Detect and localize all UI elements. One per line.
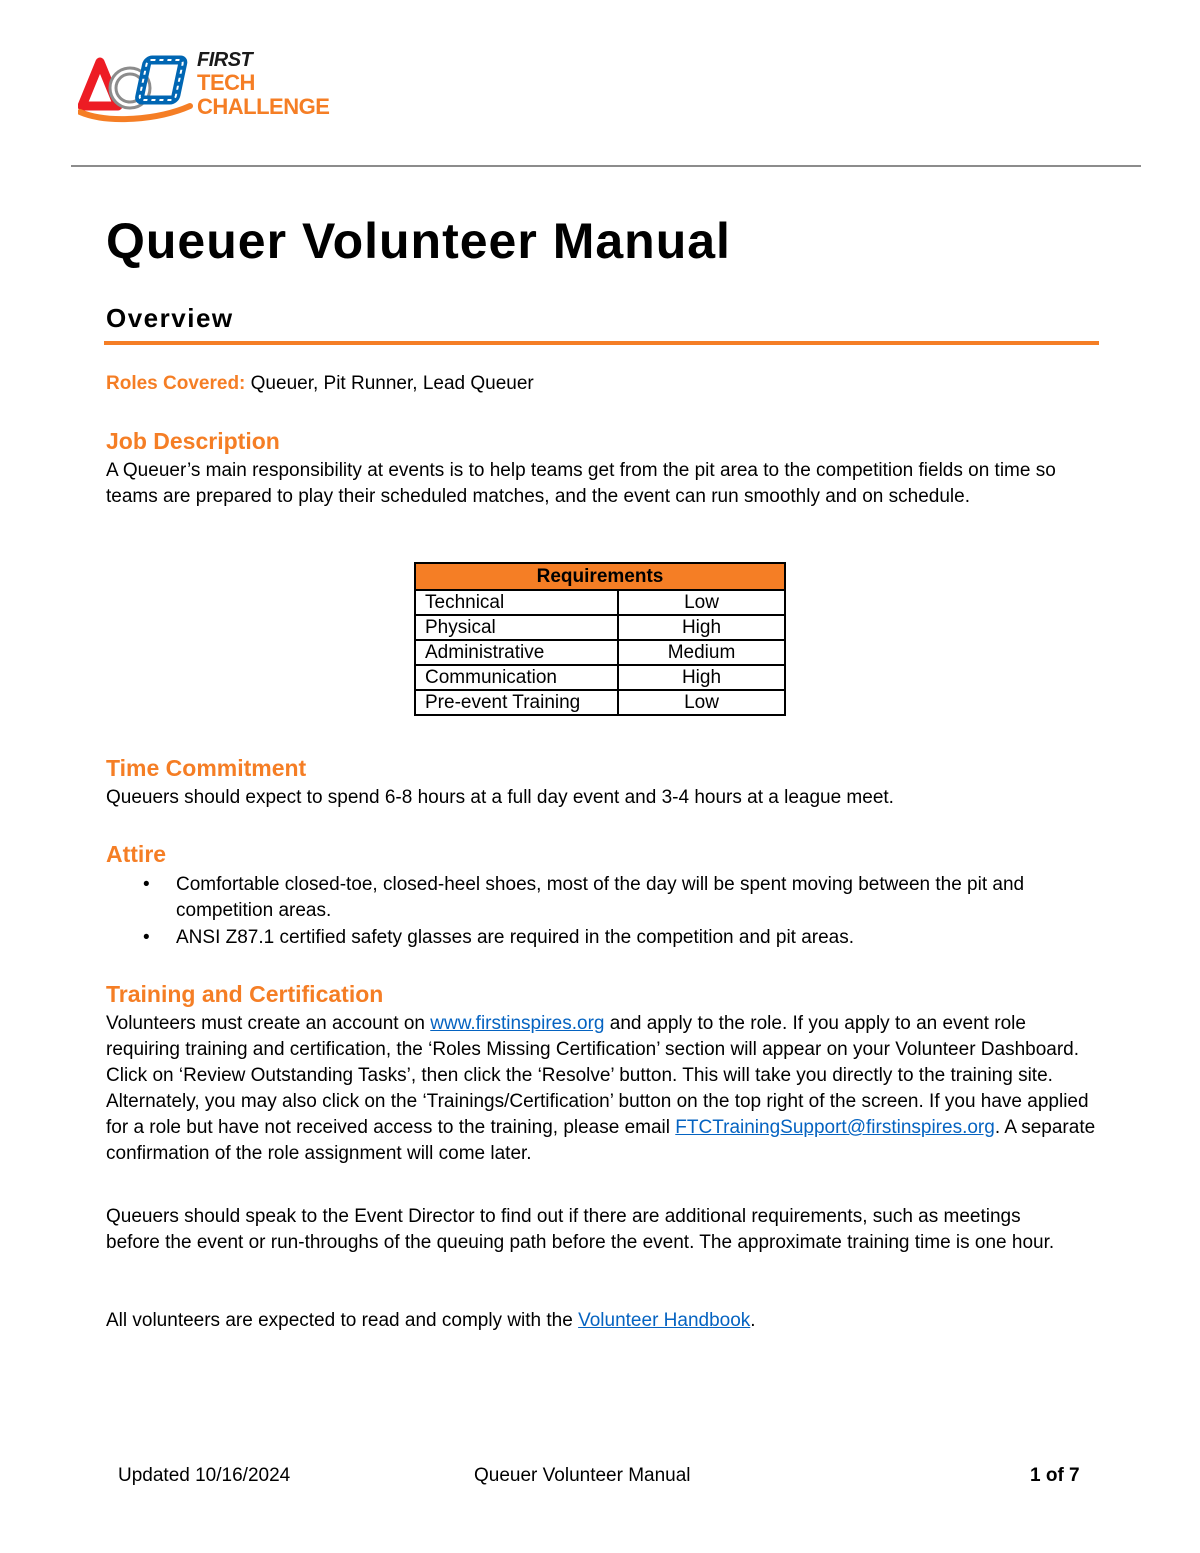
training-p1-text-b: and apply to the role. If you apply to an event role requiring training and certification, the ‘Roles Missing Certification’ section will appear on your Volunteer Dashboard. Click on ‘Review Outstanding Tasks’, then click the ‘Resolve’ button. This will take you directly to the training site. Alternately, you may also click on the ‘Trainings/Certification’ button on the top right of the screen. If you have applied for a role but have not received access to the training, please email	[106, 1013, 1089, 1138]
ftc-logo-mark-icon	[78, 48, 196, 128]
requirement-value: Low	[618, 690, 785, 715]
requirement-label: Communication	[415, 665, 618, 690]
list-item	[106, 925, 1106, 951]
requirement-label: Physical	[415, 615, 618, 640]
training-p3-text-b: .	[750, 1310, 756, 1331]
table-row	[415, 665, 785, 690]
logo-tech-text: TECH	[197, 70, 255, 95]
table-row	[415, 615, 785, 640]
overview-heading: Overview	[106, 303, 234, 333]
requirements-table	[414, 562, 786, 716]
logo-first-text: FIRST	[197, 49, 253, 71]
bullet-icon: •	[143, 927, 150, 948]
job-description-heading: Job Description	[106, 428, 280, 454]
attire-list	[106, 872, 1106, 952]
requirement-value: High	[618, 615, 785, 640]
firstinspires-link[interactable]: www.firstinspires.org	[430, 1013, 605, 1034]
table-row	[415, 590, 785, 615]
list-item	[106, 872, 1106, 924]
volunteer-handbook-link[interactable]: Volunteer Handbook	[578, 1310, 751, 1331]
training-p1-text-a: Volunteers must create an account on	[106, 1013, 431, 1034]
attire-item-text: ANSI Z87.1 certified safety glasses are required in the competition and pit areas.	[176, 927, 855, 948]
time-commitment-heading: Time Commitment	[106, 755, 307, 781]
requirement-label: Administrative	[415, 640, 618, 665]
requirements-header: Requirements	[415, 563, 785, 590]
time-commitment-text: Queuers should expect to spend 6-8 hours at a full day event and 3-4 hours at a league meet.	[106, 787, 894, 808]
footer-document-title: Queuer Volunteer Manual	[474, 1465, 691, 1486]
bullet-icon: •	[143, 874, 150, 895]
requirement-value: Low	[618, 590, 785, 615]
training-paragraph-3	[106, 1308, 1106, 1334]
table-row	[415, 640, 785, 665]
roles-covered-label: Roles Covered:	[106, 373, 246, 394]
requirement-value: High	[618, 665, 785, 690]
logo-challenge-text: CHALLENGE	[197, 94, 330, 119]
logo-wordmark	[197, 50, 329, 120]
attire-heading: Attire	[106, 841, 167, 867]
requirement-label: Technical	[415, 590, 618, 615]
footer-page-number: 1 of 7	[1030, 1465, 1080, 1486]
attire-item-text: Comfortable closed-toe, closed-heel shoes, most of the day will be spent moving between the pit and competition areas.	[176, 874, 1025, 921]
roles-covered	[106, 371, 534, 397]
page-title: Queuer Volunteer Manual	[106, 213, 731, 269]
requirements-header-row	[415, 563, 785, 590]
header-divider	[71, 165, 1141, 167]
training-paragraph-2: Queuers should speak to the Event Director to find out if there are additional requirements, such as meetings before the event or run-throughs of the queuing path before the event. The approximate training time is one hour.	[106, 1206, 1055, 1253]
training-p3-text-a: All volunteers are expected to read and comply with the	[106, 1310, 579, 1331]
training-paragraph-1	[106, 1011, 1101, 1167]
roles-covered-value: Queuer, Pit Runner, Lead Queuer	[245, 373, 534, 394]
table-row	[415, 690, 785, 715]
training-support-email-link[interactable]: FTCTrainingSupport@firstinspires.org	[675, 1117, 995, 1138]
requirement-label: Pre-event Training	[415, 690, 618, 715]
job-description-text: A Queuer’s main responsibility at events is to help teams get from the pit area to the competition fields on time so teams are prepared to play their scheduled matches, and the event can run smoothly and on schedule.	[106, 460, 1056, 507]
training-heading: Training and Certification	[106, 981, 384, 1007]
footer-updated-date: Updated 10/16/2024	[118, 1465, 291, 1486]
first-tech-challenge-logo	[78, 48, 368, 128]
training-p1-text-c: . A separate confirmation of the role assignment will come later.	[106, 1117, 1096, 1164]
overview-divider	[104, 341, 1099, 345]
requirement-value: Medium	[618, 640, 785, 665]
